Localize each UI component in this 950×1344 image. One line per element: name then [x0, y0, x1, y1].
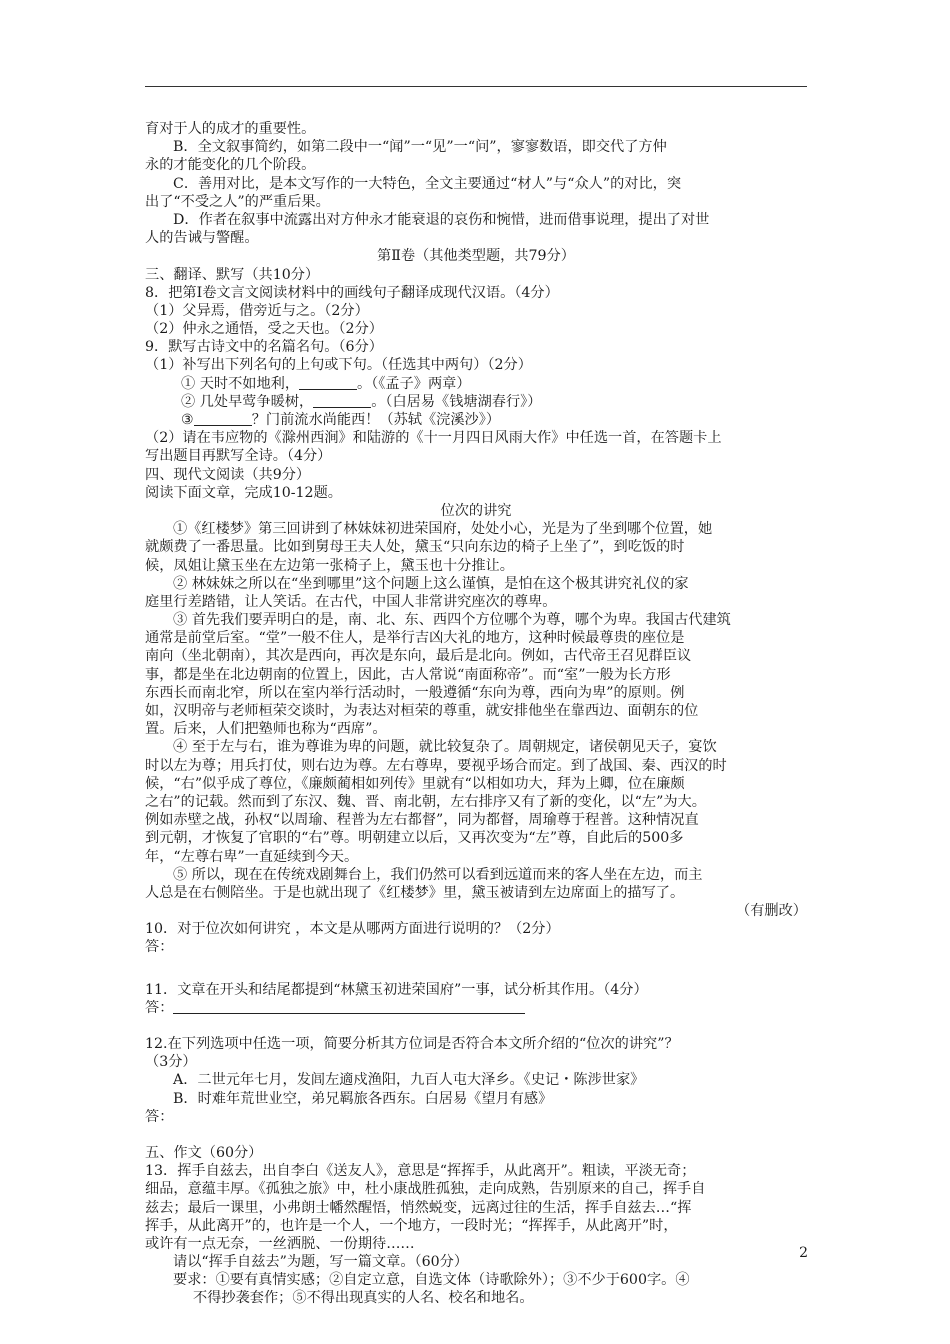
spacer [145, 1126, 807, 1144]
header-rule [145, 86, 807, 87]
section3-title: 三、翻译、默写（共10分） [145, 266, 320, 283]
section5-title: 五、作文（60分） [145, 1144, 263, 1161]
article-line: 就颇费了一番思量。比如到舅母王夫人处，黛玉“只向东边的椅子上坐了”，到吃饭的时 [145, 539, 685, 556]
option-line: 育对于人的成才的重要性。 [145, 121, 316, 137]
option-line: B．全文叙事简约，如第二段中一“闻”一“见”一“问”，寥寥数语，即交代了方仲 [173, 139, 667, 156]
option-line: D．作者在叙事中流露出对方仲永才能衰退的哀伤和惋惜，进而借事说理，提出了对世 [173, 211, 710, 228]
fill-text: ？门前流水尚能西！（苏轼《浣溪沙》） [251, 412, 501, 428]
fill-text: 。（白居易《钱塘湖春行》） [371, 393, 542, 410]
article-line: 时以左为尊；用兵打仗，则右边为尊。左右尊卑，要视乎场合而定。到了战国、秦、西汉的时 [145, 757, 727, 774]
answer-label: 答： [145, 939, 174, 956]
question-9-2: （2）请在韦应物的《滁州西涧》和陆游的《十一月四日风雨大作》中任选一首，在答题卡上 [145, 430, 722, 447]
article-line: 南向（坐北朝南），其次是西向，再次是东向，最后是北向。例如，古代帝王召见群臣议 [145, 648, 692, 665]
question-10: 10．对于位次如何讲究 ，本文是从哪两方面进行说明的？（2分） [145, 921, 560, 938]
question-9-1-a [145, 375, 807, 393]
article-line: 置。后来，人们把塾师也称为“西席”。 [145, 721, 387, 738]
question-8-2: （2）仲永之通悟，受之天也。（2分） [145, 321, 383, 338]
option-a: A．二世元年七月，发闾左適戍渔阳，九百人屯大泽乡。《史记・陈涉世家》 [173, 1072, 645, 1089]
question-9: 9．默写古诗文中的名篇名句。（6分） [145, 339, 383, 356]
article-line: 候，“右”似乎成了尊位，《廉颇蔺相如列传》里就有“以相如功大，拜为上卿，位在廉颇 [145, 775, 685, 792]
option-line: 永的才能变化的几个阶段。 [145, 157, 316, 174]
question-12: 12.在下列选项中任选一项，简要分析其方位词是否符合本文所介绍的“位次的讲究”？ [145, 1036, 679, 1052]
answer-blank[interactable] [173, 999, 525, 1014]
essay-prompt [145, 1162, 807, 1253]
spacer [145, 1017, 807, 1035]
part2-title: 第Ⅱ卷（其他类型题，共79分） [377, 248, 575, 265]
article-line: 到元朝，才恢复了官职的“右”尊。明朝建立以后，又再次变为“左”尊，自此后的500多 [145, 830, 684, 847]
question-9-1-b [145, 393, 807, 411]
article-body [145, 520, 807, 902]
article-line: 之右”的记载。然而到了东汉、魏、晋、南北朝，左右排序又有了新的变化，以“左”为大。 [145, 793, 706, 810]
article-line: ③ 首先我们要弄明白的是，南、北、东、西四个方位哪个为尊，哪个为卑。我国古代建筑 [173, 612, 731, 629]
article-title: 位次的讲究 [440, 502, 512, 519]
essay-line: 13．挥手自兹去，出自李白《送友人》，意思是“挥挥手，从此离开”。粗读，平淡无奇； [145, 1163, 696, 1180]
option-b: B．时难年荒世业空，弟兄羁旅各西东。白居易《望月有感》 [173, 1090, 553, 1107]
page-number: 2 [799, 1245, 808, 1261]
essay-requirement-cont: 不得抄袭套作；⑤不得出现真实的人名、校名和地名。 [193, 1290, 534, 1307]
answer-label: 答： [145, 1108, 174, 1125]
answer-line [145, 999, 807, 1017]
section4-title: 四、现代文阅读（共9分） [145, 466, 311, 483]
essay-instruction: 请以“挥手自兹去”为题，写一篇文章。（60分） [173, 1254, 469, 1271]
question-8: 8．把第Ⅰ卷文言文阅读材料中的画线句子翻译成现代汉语。（4分） [145, 284, 559, 301]
article-line: 年，“左尊右卑”一直延续到今天。 [145, 848, 359, 865]
question-8-1: （1）父异焉，借旁近与之。（2分） [145, 302, 369, 319]
article-line: 通常是前堂后室。“堂”一般不住人，是举行吉凶大礼的地方，这种时候最尊贵的座位是 [145, 630, 685, 647]
option-line: C．善用对比，是本文写作的一大特色，全文主要通过“材人”与“众人”的对比，突 [173, 175, 682, 192]
section-a-options [145, 120, 807, 247]
essay-line: 或许有一点无奈，一丝洒脱、一份期待…… [145, 1235, 415, 1252]
fill-text: 。（《孟子》两章） [357, 375, 471, 392]
exam-page [145, 120, 807, 1308]
reading-intro: 阅读下面文章，完成10-12题。 [145, 484, 342, 501]
article-line: 事，都是坐在北边朝南的位置上，因此，古人常说“南面称帝”。而“室”一般为长方形 [145, 666, 671, 683]
option-line: 人的告诫与警醒。 [145, 230, 259, 247]
answer-label: 答： [145, 999, 174, 1016]
fill-blank[interactable] [194, 411, 252, 426]
article-line: 东西长而南北窄，所以在室内举行活动时，一般遵循“东向为尊，西向为卑”的原则。例 [145, 684, 685, 701]
essay-line: 细品，意蕴丰厚。《孤独之旅》中，杜小康战胜孤独，走向成熟，告别原来的自己，挥手自 [145, 1181, 706, 1198]
fill-blank[interactable] [299, 375, 357, 390]
article-line: 例如赤壁之战，孙权“以周瑜、程普为左右都督”，同为都督，周瑜尊于程普。这种情况直 [145, 812, 699, 829]
article-line: 候，凤姐让黛玉坐在左边第一张椅子上，黛玉也十分推让。 [145, 557, 514, 574]
option-line: 出了“不受之人”的严重后果。 [145, 193, 330, 210]
question-12-score: （3分） [145, 1054, 197, 1071]
article-line: 庭里行差踏错，让人笑话。在古代，中国人非常讲究座次的尊卑。 [145, 593, 557, 610]
essay-line: 兹去；最后一课里，小弗朗士幡然醒悟，悄然蜕变，远离过往的生活，挥手自兹去…“挥 [145, 1199, 692, 1216]
fill-text: ② 几处早莺争暖树， [181, 393, 314, 410]
essay-requirement: 要求：①要有真情实感；②自定立意，自选文体（诗歌除外）；③不少于600字。④ [173, 1272, 690, 1289]
essay-line: 挥手，从此离开”的，也许是一个人，一个地方，一段时光；“挥挥手，从此离开”时， [145, 1217, 678, 1234]
question-9-2-cont: 写出题目再默写全诗。（4分） [145, 448, 332, 465]
article-line: 人总是在右侧陪坐。于是也就出现了《红楼梦》里，黛玉被请到左边席面上的描写了。 [145, 884, 685, 901]
article-line: ①《红楼梦》第三回讲到了林妹妹初进荣国府，处处小心，光是为了坐到哪个位置，她 [173, 521, 713, 538]
fill-text: ① 天时不如地利， [181, 375, 300, 392]
article-note: （有删改） [736, 903, 807, 920]
article-line: ⑤ 所以，现在在传统戏剧舞台上，我们仍然可以看到远道而来的客人坐在左边，而主 [173, 866, 703, 883]
question-9-1: （1）补写出下列名句的上句或下句。（任选其中两句）（2分） [145, 357, 532, 374]
fill-text: ③ [181, 412, 194, 428]
article-line: 如，汉明帝与老师桓荣交谈时，为表达对桓荣的尊重，就安排他坐在靠西边、面朝东的位 [145, 703, 699, 719]
article-line: ② 林妹妹之所以在“坐到哪里”这个问题上这么谨慎，是怕在这个极其讲究礼仪的家 [173, 575, 689, 592]
article-line: ④ 至于左与右，谁为尊谁为卑的问题，就比较复杂了。周朝规定，诸侯朝见天子，宴饮 [173, 739, 717, 756]
question-9-1-c [145, 411, 807, 429]
fill-blank[interactable] [313, 393, 371, 408]
spacer [145, 957, 807, 981]
question-11: 11．文章在开头和结尾都提到“林黛玉初进荣国府”一事，试分析其作用。（4分） [145, 981, 648, 998]
